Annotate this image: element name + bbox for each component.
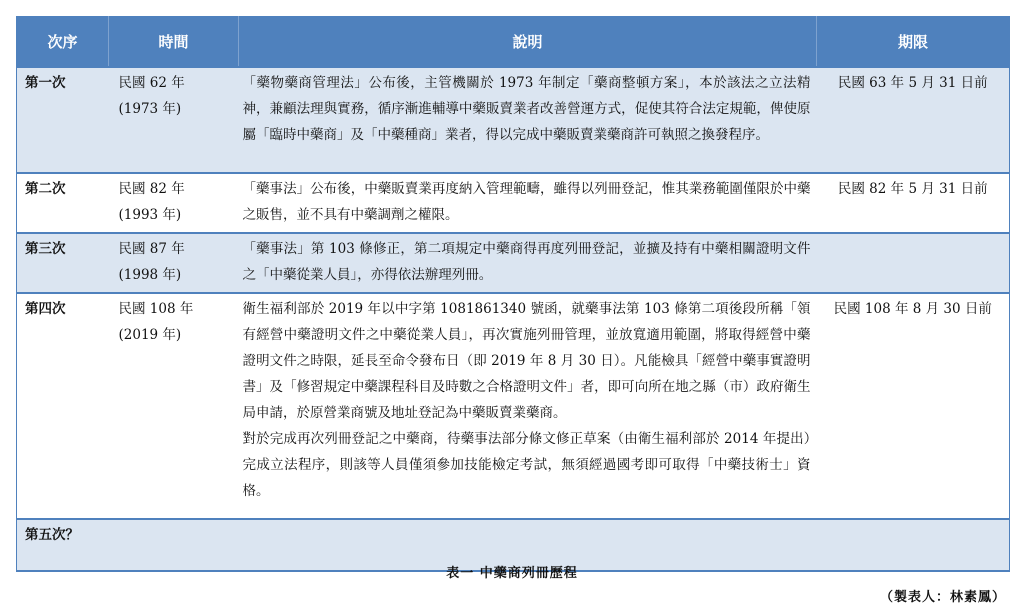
row-time-ad: (1973 年) <box>118 101 182 117</box>
header-description: 說明 <box>239 16 817 67</box>
header-deadline: 期限 <box>817 16 1010 67</box>
row-description-paragraph: 對於完成再次列冊登記之中藥商，待藥事法部分條文修正草案（由衛生福利部於 2014 年提出）完成立法程序，則該等人員僅須參加技能檢定考試，無須經過國考即可取得「中藥技術士」資格。 <box>242 431 811 499</box>
row-deadline <box>817 233 1010 293</box>
table-header-row <box>17 16 1010 67</box>
table-caption: 表一 中藥商列冊歷程 <box>446 566 578 581</box>
row-time <box>109 173 239 233</box>
row-description-paragraph: 「藥事法」第 103 條修正，第二項規定中藥商得再度列冊登記，並擴及持有中藥相關證明文件之「中藥從業人員」，亦得依法辦理列冊。 <box>242 241 811 283</box>
row-description <box>239 233 817 293</box>
row-order: 第三次 <box>17 233 109 293</box>
row-description <box>239 67 817 173</box>
row-time <box>109 233 239 293</box>
row-time-ad: (1993 年) <box>118 207 182 223</box>
row-time-roc: 民國 108 年 <box>118 301 194 317</box>
row-time-roc: 民國 87 年 <box>118 241 185 257</box>
table-credit: （製表人：林素鳳） <box>879 590 1006 605</box>
row-time-roc: 民國 82 年 <box>118 181 185 197</box>
row-description-paragraph: 「藥物藥商管理法」公布後，主管機關於 1973 年制定「藥商整頓方案」，本於該法之立法精神，兼顧法理與實務，循序漸進輔導中藥販賣業者改善營運方式，促使其符合法定規範，俾使原屬「臨時中藥商」及「中藥種商」業者，得以完成中藥販賣業藥商許可執照之換發程序。 <box>242 75 811 143</box>
row-order: 第一次 <box>17 67 109 173</box>
table-row <box>17 173 1010 233</box>
header-time: 時間 <box>109 16 239 67</box>
table-row <box>17 233 1010 293</box>
row-deadline: 民國 63 年 5 月 31 日前 <box>817 67 1010 173</box>
row-order: 第四次 <box>17 293 109 519</box>
row-description <box>239 293 817 519</box>
row-time-ad: (1998 年) <box>118 267 182 283</box>
history-table <box>16 16 1010 572</box>
row-order: 第二次 <box>17 173 109 233</box>
table-row <box>17 67 1010 173</box>
table-row <box>17 293 1010 519</box>
row-description <box>239 173 817 233</box>
row-description-paragraph: 「藥事法」公布後，中藥販賣業再度納入管理範疇，雖得以列冊登記，惟其業務範圍僅限於中藥之販售，並不具有中藥調劑之權限。 <box>242 181 811 223</box>
history-table-frame <box>16 16 1009 572</box>
row-time-roc: 民國 62 年 <box>118 75 185 91</box>
row-deadline: 民國 108 年 8 月 30 日前 <box>817 293 1010 519</box>
row-description-paragraph: 衛生福利部於 2019 年以中字第 1081861340 號函，就藥事法第 103 條第二項後段所稱「領有經營中藥證明文件之中藥從業人員」，再次實施列冊管理，並放寬適用範圍，將取得經營中藥證明文件之時限，延長至命令發布日（即 2019 年 8 月 30 日）。凡能檢具「經營中藥事實證明書」及「修習規定中藥課程科目及時數之合格證明文件」者，即可向所在地之縣（市）政府衛生局申請，於原營業商號及地址登記為中藥販賣業藥商。 <box>242 301 811 421</box>
row-order: 第五次？ <box>17 519 109 571</box>
row-deadline: 民國 82 年 5 月 31 日前 <box>817 173 1010 233</box>
row-time-ad: (2019 年) <box>118 327 182 343</box>
header-order: 次序 <box>17 16 109 67</box>
row-time <box>109 293 239 519</box>
row-time <box>109 67 239 173</box>
